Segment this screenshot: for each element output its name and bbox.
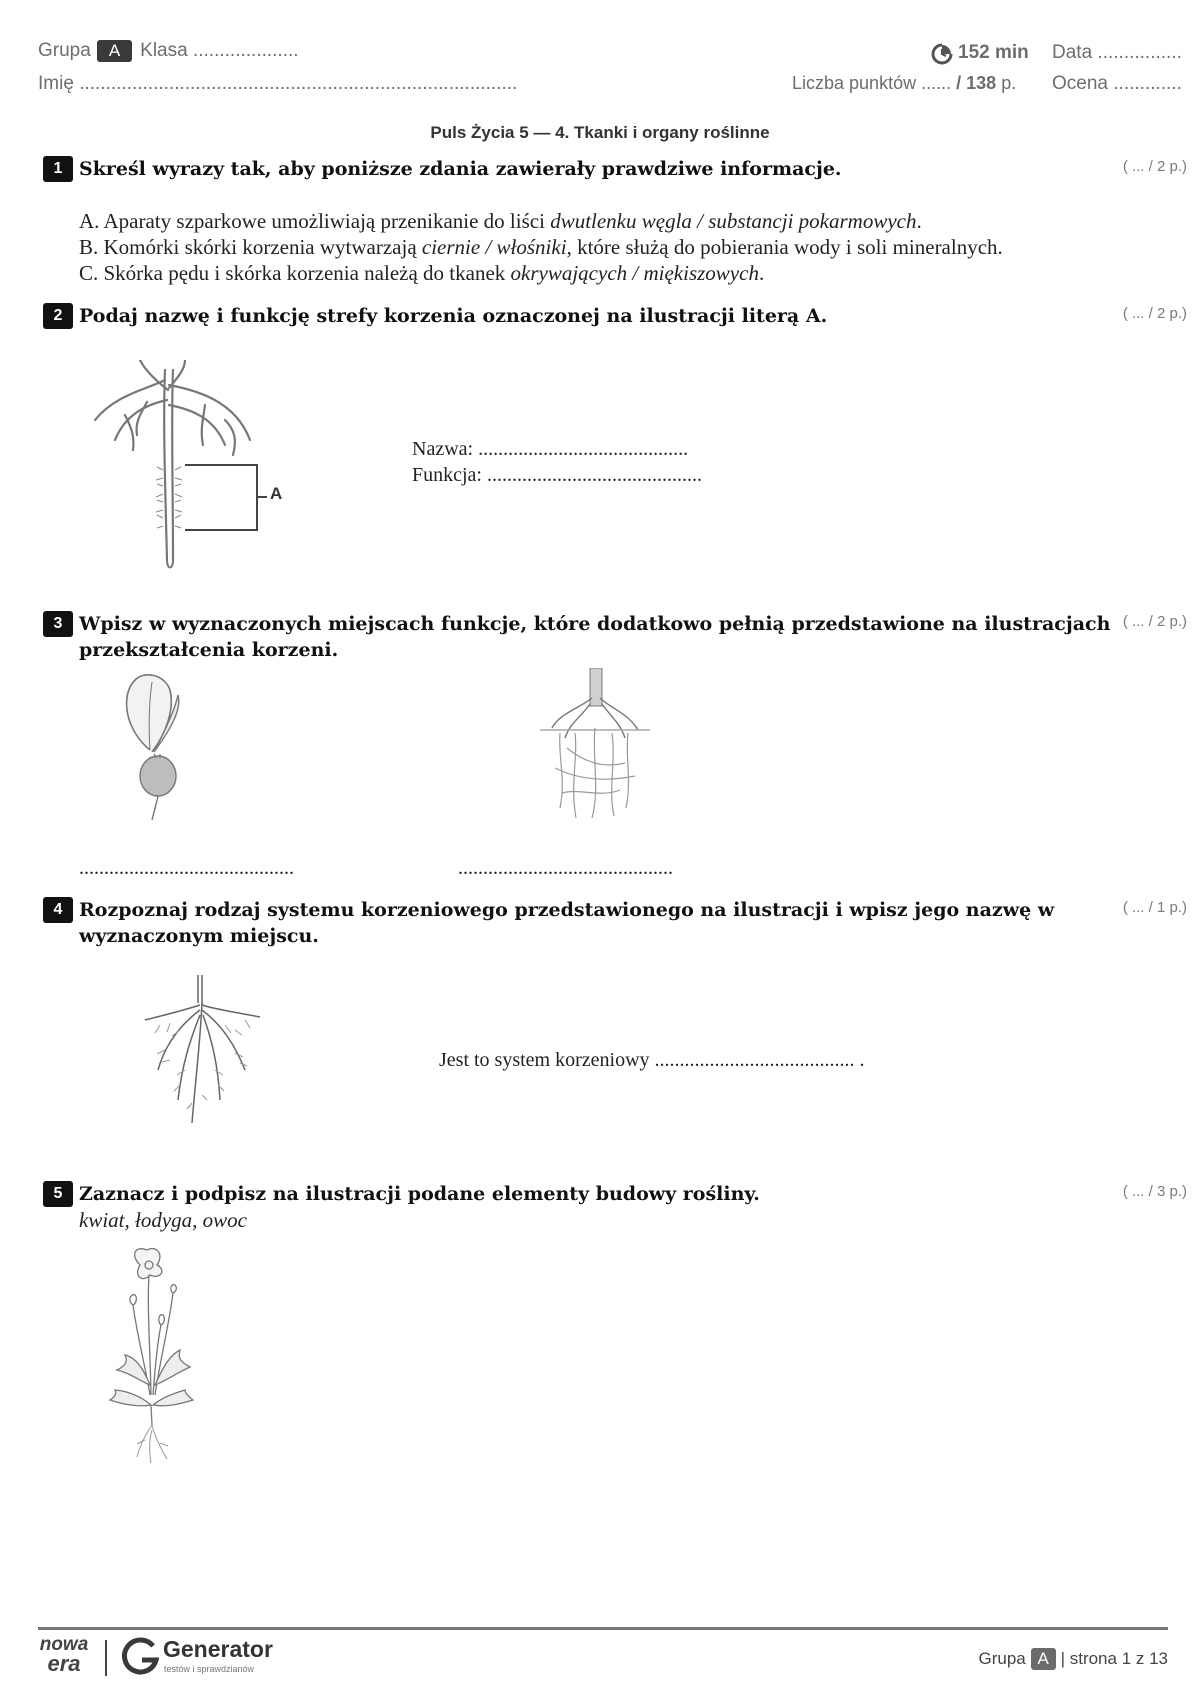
footer-group-badge: A (1031, 1648, 1056, 1670)
group-badge: A (97, 40, 132, 62)
name-label: Imię (38, 73, 74, 94)
time-field (930, 42, 1029, 64)
q1-a-end: . (916, 209, 922, 233)
q1-b-end: , które służą do pobierania wody i soli mineralnych. (566, 235, 1003, 259)
page-number: | strona 1 z 13 (1060, 1649, 1168, 1668)
nowa-era-logo (38, 1636, 90, 1674)
question-4-points[interactable]: ( ... / 1 p.) (1122, 899, 1187, 916)
generator-subtitle: testów i sprawdzianów (164, 1664, 255, 1674)
question-3-points[interactable]: ( ... / 2 p.) (1122, 613, 1187, 630)
beet-root-illustration (120, 670, 200, 820)
logo-line2: era (47, 1651, 81, 1676)
points-field (792, 73, 1016, 94)
q1-a-choice[interactable]: dwutlenku węgla / substancji pokarmowych (550, 209, 917, 233)
question-number-badge: 4 (43, 897, 73, 923)
page-title: Puls Życia 5 — 4. Tkanki i organy roślinne (430, 123, 770, 142)
question-2-points[interactable]: ( ... / 2 p.) (1122, 305, 1187, 322)
time-value: 152 min (958, 42, 1029, 63)
question-5-points[interactable]: ( ... / 3 p.) (1122, 1183, 1187, 1200)
generator-label: Generator (163, 1636, 273, 1662)
footer-divider (38, 1627, 1168, 1630)
q2-function-field (412, 464, 702, 487)
q3-answer-2[interactable]: ........................................... (458, 857, 673, 879)
q1-a-text: A. Aparaty szparkowe umożliwiają przenikanie do liści (79, 209, 551, 233)
question-5-subtext: kwiat, łodyga, owoc (79, 1208, 247, 1232)
question-number-badge: 5 (43, 1181, 73, 1207)
q2-name-dots[interactable]: .......................................... (478, 438, 689, 460)
question-4-text-line2: wyznaczonym miejscu. (79, 925, 319, 947)
q1-sentence-a (79, 209, 922, 234)
grade-label: Ocena (1052, 73, 1108, 94)
question-number-badge: 2 (43, 303, 73, 329)
question-number-badge: 1 (43, 156, 73, 182)
q1-b-text: B. Komórki skórki korzenia wytwarzają (79, 235, 422, 259)
date-label: Data (1052, 42, 1093, 63)
class-dots[interactable]: .................... (192, 40, 299, 61)
q2-name-label: Nazwa: (412, 438, 474, 460)
q4-sentence: Jest to system korzeniowy (439, 1049, 650, 1071)
aerial-roots-illustration (540, 668, 650, 820)
q2-name-field (412, 438, 688, 461)
q1-c-choice[interactable]: okrywających / miękiszowych (510, 261, 759, 285)
grade-field (1052, 73, 1182, 95)
q2-function-dots[interactable]: ........................................... (487, 464, 702, 486)
figure-label-a: A (270, 484, 283, 503)
q2-function-label: Funkcja: (412, 464, 482, 486)
q1-c-end: . (758, 261, 765, 285)
question-4-text-line1: Rozpoznaj rodzaj systemu korzeniowego przedstawionego na ilustracji i wpisz jego nazwę w (79, 899, 1055, 921)
points-unit: p. (1001, 73, 1017, 93)
logo-line1: nowa (39, 1634, 89, 1655)
question-2-text: Podaj nazwę i funkcję strefy korzenia oznaczonej na ilustracji literą A. (79, 305, 828, 327)
points-dots[interactable]: ...... (921, 73, 952, 93)
question-1-points[interactable]: ( ... / 2 p.) (1122, 158, 1187, 175)
points-total: / 138 (956, 73, 997, 93)
question-3-text-line2: przekształcenia korzeni. (79, 639, 339, 661)
q3-answer-1[interactable]: ........................................... (79, 857, 294, 879)
q1-c-text: C. Skórka pędu i skórka korzenia należą do tkanek (79, 261, 511, 285)
logo-separator (105, 1640, 107, 1676)
q1-sentence-b (79, 235, 1003, 260)
question-5-text: Zaznacz i podpisz na ilustracji podane elementy budowy rośliny. (79, 1183, 760, 1205)
date-field (1052, 42, 1182, 64)
fibrous-root-system-illustration (140, 975, 265, 1125)
class-label: Klasa (140, 40, 188, 61)
question-3-text-line1: Wpisz w wyznaczonych miejscach funkcje, które dodatkowo pełnią przedstawione na ilustracjach (79, 613, 1111, 635)
q4-answer-field (439, 1049, 865, 1072)
root-zones-illustration (85, 360, 315, 575)
grade-dots[interactable]: ............. (1113, 73, 1182, 94)
question-1-text: Skreśl wyrazy tak, aby poniższe zdania zawierały prawdziwe informacje. (79, 158, 842, 180)
group-label: Grupa (38, 40, 91, 61)
points-label: Liczba punktów (792, 73, 917, 93)
timer-icon (930, 42, 954, 66)
q1-b-choice[interactable]: ciernie / włośniki (421, 235, 567, 259)
name-dots[interactable]: ................................................................................... (79, 73, 518, 94)
generator-logo-icon (120, 1636, 160, 1678)
date-dots[interactable]: ................ (1097, 42, 1182, 63)
q1-sentence-c (79, 261, 764, 286)
group-field (38, 40, 299, 62)
q4-answer-dots[interactable]: ........................................ . (654, 1049, 865, 1071)
question-number-badge: 3 (43, 611, 73, 637)
footer-page-info (979, 1648, 1168, 1670)
footer-group-label: Grupa (978, 1649, 1026, 1668)
name-field (38, 73, 517, 95)
poppy-plant-illustration (105, 1245, 200, 1465)
